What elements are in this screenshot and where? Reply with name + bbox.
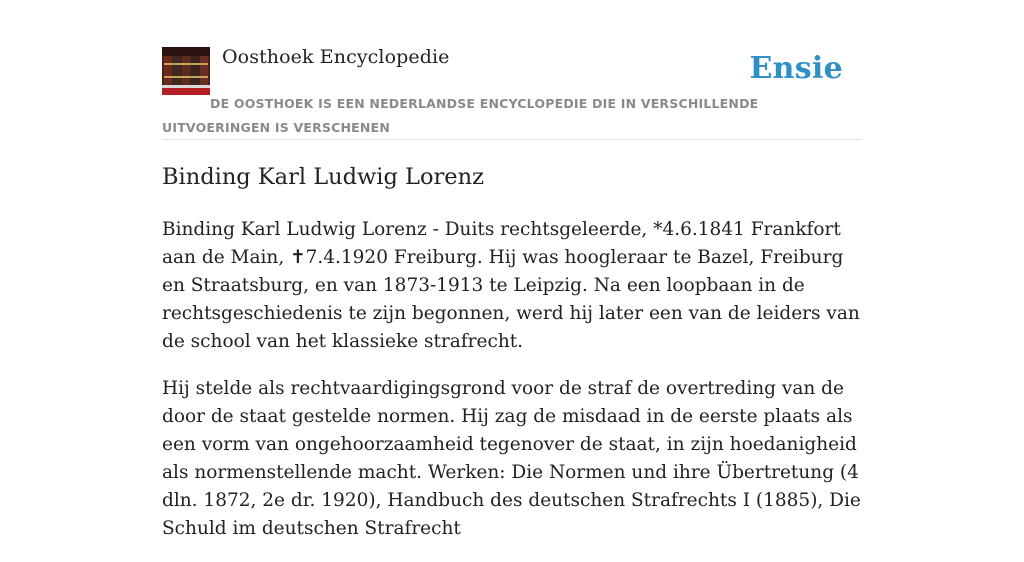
book-spines-avatar-icon	[162, 47, 210, 95]
site-title[interactable]: Oosthoek Encyclopedie	[222, 46, 450, 68]
site-tagline: DE OOSTHOEK IS EEN NEDERLANDSE ENCYCLOPEDIE DIE IN VERSCHILLENDE UITVOERINGEN IS VERSCHENEN	[162, 96, 759, 135]
site-avatar[interactable]	[162, 47, 210, 95]
header-divider	[162, 139, 862, 140]
article-body	[162, 216, 862, 562]
article-paragraph: Binding Karl Ludwig Lorenz - Duits rechtsgeleerde, *4.6.1841 Frankfort aan de Main, ✝7.4.1920 Freiburg. Hij was hoogleraar te Bazel, Freiburg en Straatsburg, en van 1873-1913 te Leipzig. Na een loopbaan in de rechtsgeschiedenis te zijn begonnen, werd hij later een van de leiders van de school van het klassieke strafrecht.	[162, 219, 860, 352]
article-paragraph: Hij stelde als rechtvaardigingsgrond voor de straf de overtreding van de door de staat gestelde normen. Hij zag de misdaad in de eerste plaats als een vorm van ongehoorzaamheid tegenover de staat, in zijn hoedanigheid als normenstellende macht. Werken: Die Normen und ihre Übertretung (4 dln. 1872, 2e dr. 1920), Handbuch des deutschen Strafrechts I (1885), Die Schuld im deutschen Strafrecht	[162, 378, 861, 539]
article-title: Binding Karl Ludwig Lorenz	[162, 164, 484, 190]
brand-logo[interactable]: Ensie	[749, 51, 843, 86]
